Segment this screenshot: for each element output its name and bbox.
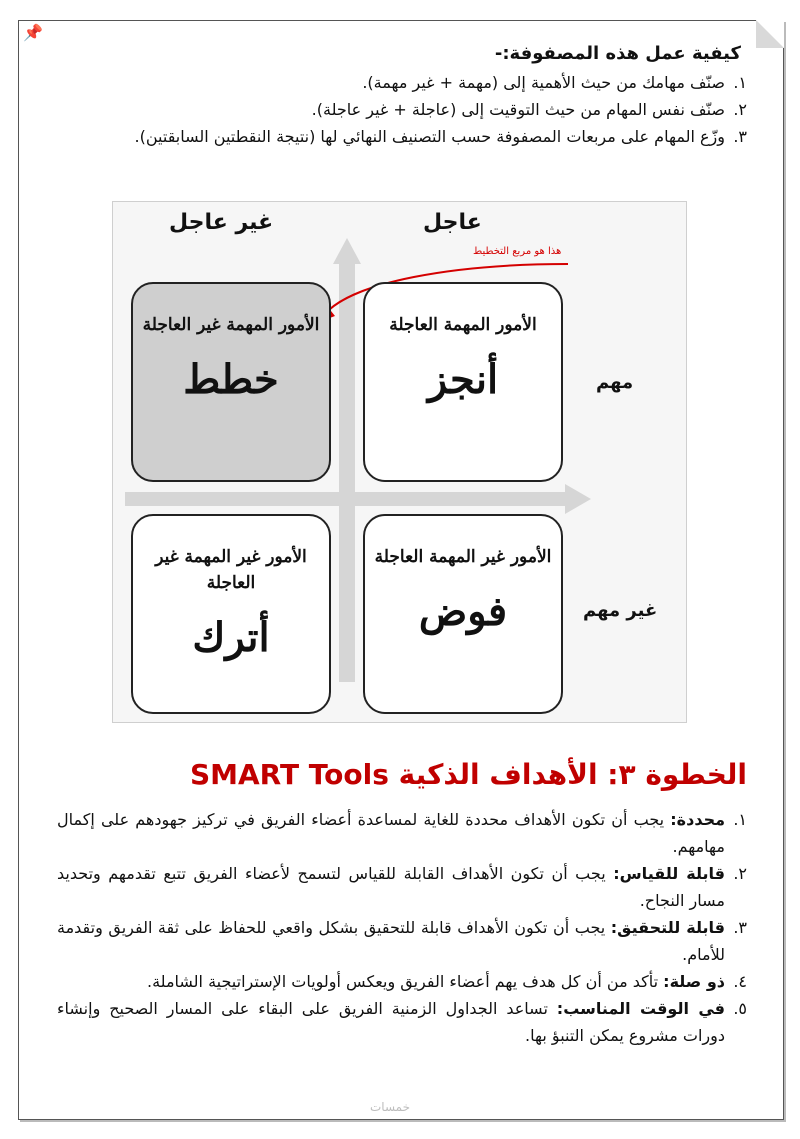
row-label-important: مهم	[596, 372, 634, 393]
quadrant-action: أنجز	[427, 356, 499, 403]
smart-list	[57, 806, 747, 1049]
row-label-not-important: غير مهم	[583, 600, 658, 621]
quadrant-action: خطط	[183, 356, 279, 403]
quadrant-important-not-urgent	[131, 282, 331, 482]
instructions-list	[57, 69, 747, 150]
quadrant-subtitle: الأمور المهمة غير العاجلة	[142, 315, 320, 335]
smart-section-title: الخطوة ٣: الأهداف الذكية SMART Tools	[189, 758, 747, 791]
column-label-urgent: عاجل	[423, 210, 482, 235]
document-page	[18, 20, 784, 1120]
list-item: ٥. في الوقت المناسب: تساعد الجداول الزمنية الفريق على البقاء على المسار الصحيح وإنشاء دورات مشروع يمكن التنبؤ بها.	[57, 999, 747, 1045]
watermark: خمسات	[370, 1100, 411, 1114]
column-label-not-urgent: غير عاجل	[169, 210, 274, 235]
quadrant-not-important-urgent	[363, 514, 563, 714]
quadrant-subtitle: الأمور غير المهمة غير العاجلة	[155, 547, 307, 593]
quadrant-action: أترك	[192, 614, 270, 661]
quadrant-subtitle: الأمور غير المهمة العاجلة	[374, 547, 552, 567]
list-item: ٢. صنّف نفس المهام من حيث التوقيت إلى (عاجلة + غير عاجلة).	[311, 100, 747, 119]
list-item: ٢. قابلة للقياس: يجب أن تكون الأهداف القابلة للقياس لتسمح لأعضاء الفريق تتبع تقدمهم وتحديد مسار النجاح.	[57, 864, 747, 910]
list-item: ١. صنّف مهامك من حيث الأهمية إلى (مهمة + غير مهمة).	[362, 73, 747, 92]
list-item: ٤. ذو صلة: تأكد من أن كل هدف يهم أعضاء الفريق ويعكس أولويات الإستراتيجية الشاملة.	[146, 972, 747, 991]
page-fold-corner	[756, 20, 784, 48]
list-item: ٣. وزّع المهام على مربعات المصفوفة حسب التصنيف النهائي لها (نتيجة النقطتين السابقتين).	[134, 127, 747, 146]
quadrant-not-important-not-urgent	[131, 514, 331, 714]
quadrant-action: فوض	[418, 588, 508, 635]
planning-annotation: هذا هو مربع التخطيط	[473, 246, 562, 257]
pushpin-icon: 📌	[23, 23, 43, 42]
eisenhower-matrix	[112, 201, 687, 723]
instructions-heading: كيفية عمل هذه المصفوفة:-	[494, 43, 741, 64]
quadrant-important-urgent	[363, 282, 563, 482]
quadrant-subtitle: الأمور المهمة العاجلة	[389, 315, 537, 335]
list-item: ١. محددة: يجب أن تكون الأهداف محددة للغاية لمساعدة أعضاء الفريق في تركيز جهودهم على إكمال مهامهم.	[57, 810, 747, 856]
list-item: ٣. قابلة للتحقيق: يجب أن تكون الأهداف قابلة للتحقيق بشكل واقعي للحفاظ على ثقة الفريق وتقدمة للأمام.	[57, 918, 747, 964]
